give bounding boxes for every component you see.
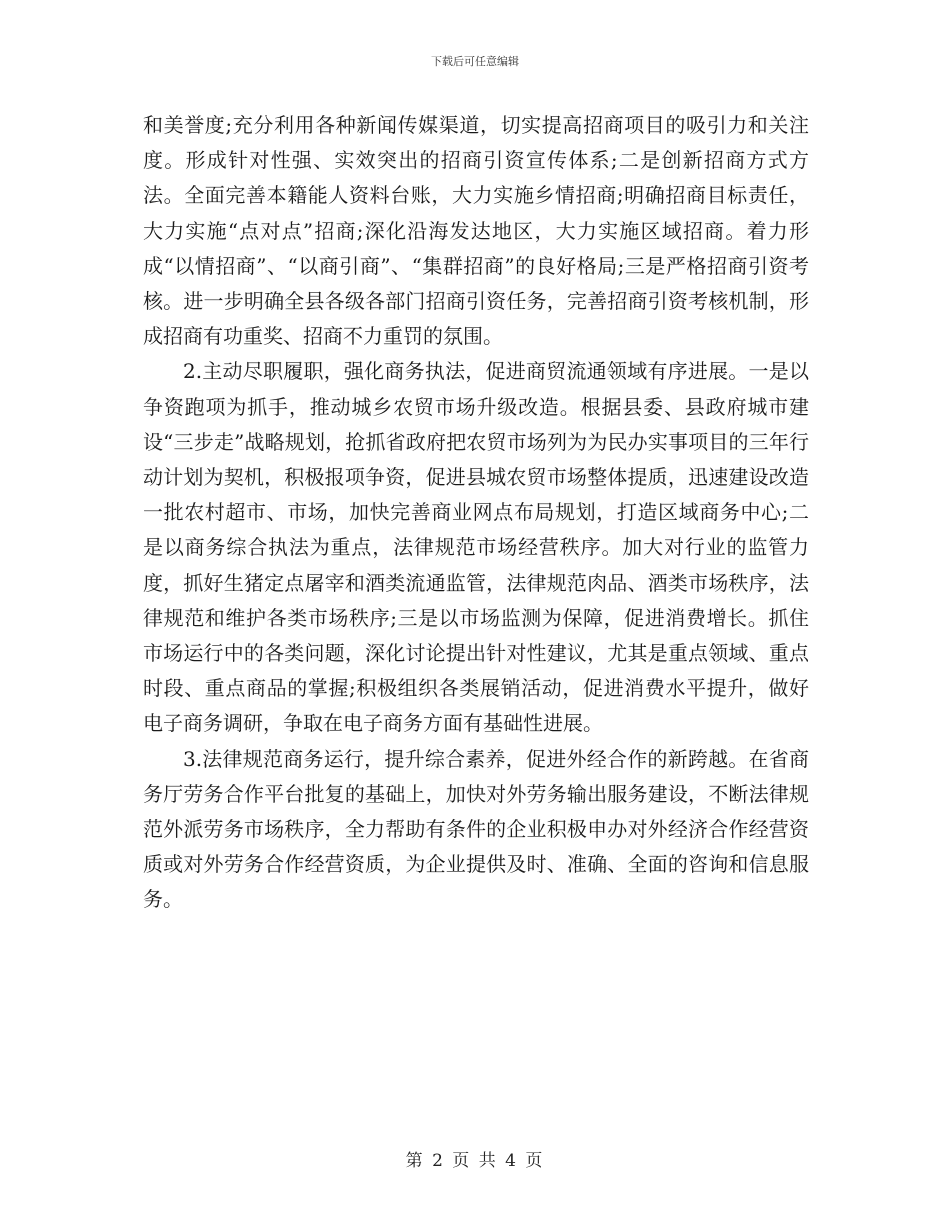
page-number: 第 2 页 共 4 页	[405, 1151, 545, 1171]
page-header: 下载后可任意编辑	[431, 55, 519, 68]
paragraph-item-3: 3.法律规范商务运行，提升综合素养，促进外经合作的新跨越。在省商务厅劳务合作平台批复的基础上，加快对外劳务输出服务建设，不断法律规范外派劳务市场秩序，全力帮助有条件的企业积极申办对外经济合作经营资质或对外劳务合作经营资质，为企业提供及时、准确、全面的咨询和信息服务。	[143, 746, 809, 912]
paragraph-item-2: 2.主动尽职履职，强化商务执法，促进商贸流通领域有序进展。一是以争资跑项为抓手，推动城乡农贸市场升级改造。根据县委、县政府城市建设“三步走”战略规划，抢抓省政府把农贸市场列为为民办实事项目的三年行动计划为契机，积极报项争资，促进县城农贸市场整体提质，迅速建设改造一批农村超市、市场，加快完善商业网点布局规划，打造区域商务中心;二是以商务综合执法为重点，法律规范市场经营秩序。加大对行业的监管力度，抓好生猪定点屠宰和酒类流通监管，法律规范肉品、酒类市场秩序，法律规范和维护各类市场秩序;三是以市场监测为保障，促进消费增长。抓住市场运行中的各类问题，深化讨论提出针对性建议，尤其是重点领域、重点时段、重点商品的掌握;积极组织各类展销活动，促进消费水平提升，做好电子商务调研，争取在电子商务方面有基础性进展。	[143, 359, 809, 736]
document-body	[143, 108, 809, 918]
paragraph-continuation: 和美誉度;充分利用各种新闻传媒渠道，切实提高招商项目的吸引力和关注度。形成针对性强、实效突出的招商引资宣传体系;二是创新招商方式方法。全面完善本籍能人资料台账，大力实施乡情招商;明确招商目标责任，大力实施“点对点”招商;深化沿海发达地区，大力实施区域招商。着力形成“以情招商”、“以商引商”、“集群招商”的良好格局;三是严格招商引资考核。进一步明确全县各级各部门招商引资任务，完善招商引资考核机制，形成招商有功重奖、招商不力重罚的氛围。	[143, 113, 809, 349]
